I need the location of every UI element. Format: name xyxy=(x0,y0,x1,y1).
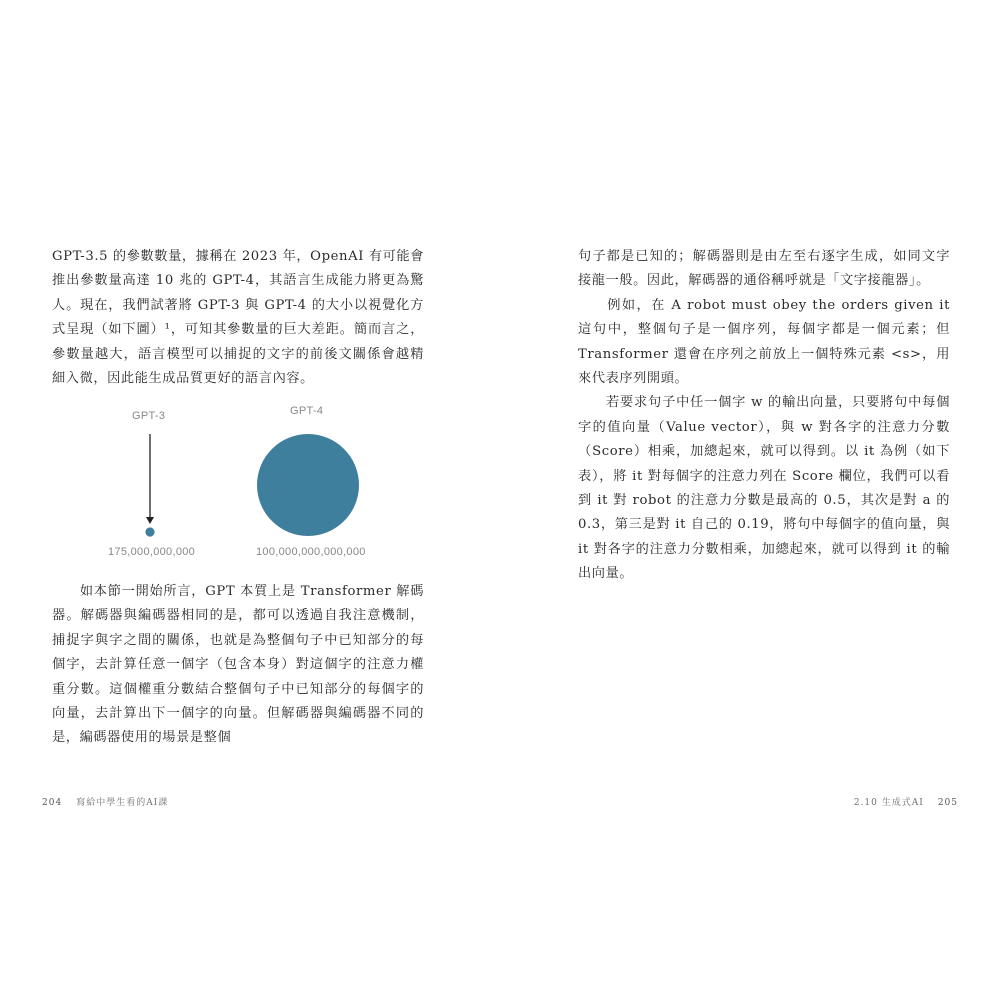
right-footer xyxy=(854,795,958,808)
page-number-right: 205 xyxy=(937,798,958,808)
gpt4-circle xyxy=(257,434,359,536)
gpt4-label: GPT-4 xyxy=(290,405,324,417)
running-head-right: 2.10 生成式AI xyxy=(853,798,924,808)
left-paragraph-intro: GPT-3.5 的參數數量，據稱在 2023 年，OpenAI 有可能會推出參數量高達 10 兆的 GPT-4，其語言生成能力將更為驚人。現在，我們試著將 GPT-3 與 GPT-4 的大小以視覺化方式呈現（如下圖）¹，可知其參數量的巨大差距。簡而言之，參數量越大，語言模型可以捕捉的文字的前後文關係會越精細入微，因此能生成品質更好的語言內容。 xyxy=(52,249,424,387)
gpt3-param-count: 175,000,000,000 xyxy=(108,546,196,558)
right-page xyxy=(500,0,1000,1000)
figure-graphic xyxy=(90,400,390,540)
running-head-left: 寫給中學生看的AI課 xyxy=(76,798,169,808)
left-footer xyxy=(42,795,168,808)
gpt3-circle xyxy=(145,527,154,536)
gpt4-param-count: 100,000,000,000,000 xyxy=(256,546,366,558)
gpt-size-comparison-figure xyxy=(90,400,390,565)
left-paragraph-decoder: 如本節一開始所言，GPT 本質上是 Transformer 解碼器。解碼器與編碼器相同的是，都可以透過自我注意機制，捕捉字與字之間的關係，也就是為整個句子中已知部分的每個字，去計算任意一個字（包含本身）對這個字的注意力權重分數。這個權重分數結合整個句子中已知部分的每個字的向量，去計算出下一個字的向量。但解碼器與編碼器不同的是，編碼器使用的場景是整個 xyxy=(52,584,424,746)
right-paragraph-text: 句子都是已知的；解碼器則是由左至右逐字生成，如同文字接龍一般。因此，解碼器的通俗稱呼就是「文字接龍器」。 例如，在 A robot must obey the orders given it 這句中，整個句子是一個序列，每個字都是一個元素；但 Transformer 還會在序列之前放上一個特殊元素 <s>，用來代表序列開頭。 若要求句子中任一個字 w 的輸出向量，只要將句中每個字的值向量（Value vector），與 w 對各字的注意力分數（Score）相乘，加總起來，就可以得到。以 it 為例（如下表），將 it 對每個字的注意力列在 Score 欄位，我們可以看到 it 對 robot 的注意力分數是最高的 0.5，其次是對 a 的 0.3，第三是對 it 自己的 0.19，將句中每個字的值向量，與 it 對各字的注意力分數相乘，加總起來，就可以得到 it 的輸出向量。 xyxy=(578,249,950,582)
gpt3-label: GPT-3 xyxy=(132,410,166,422)
page-number-left: 204 xyxy=(42,798,63,808)
gpt3-arrow-head xyxy=(146,517,154,524)
